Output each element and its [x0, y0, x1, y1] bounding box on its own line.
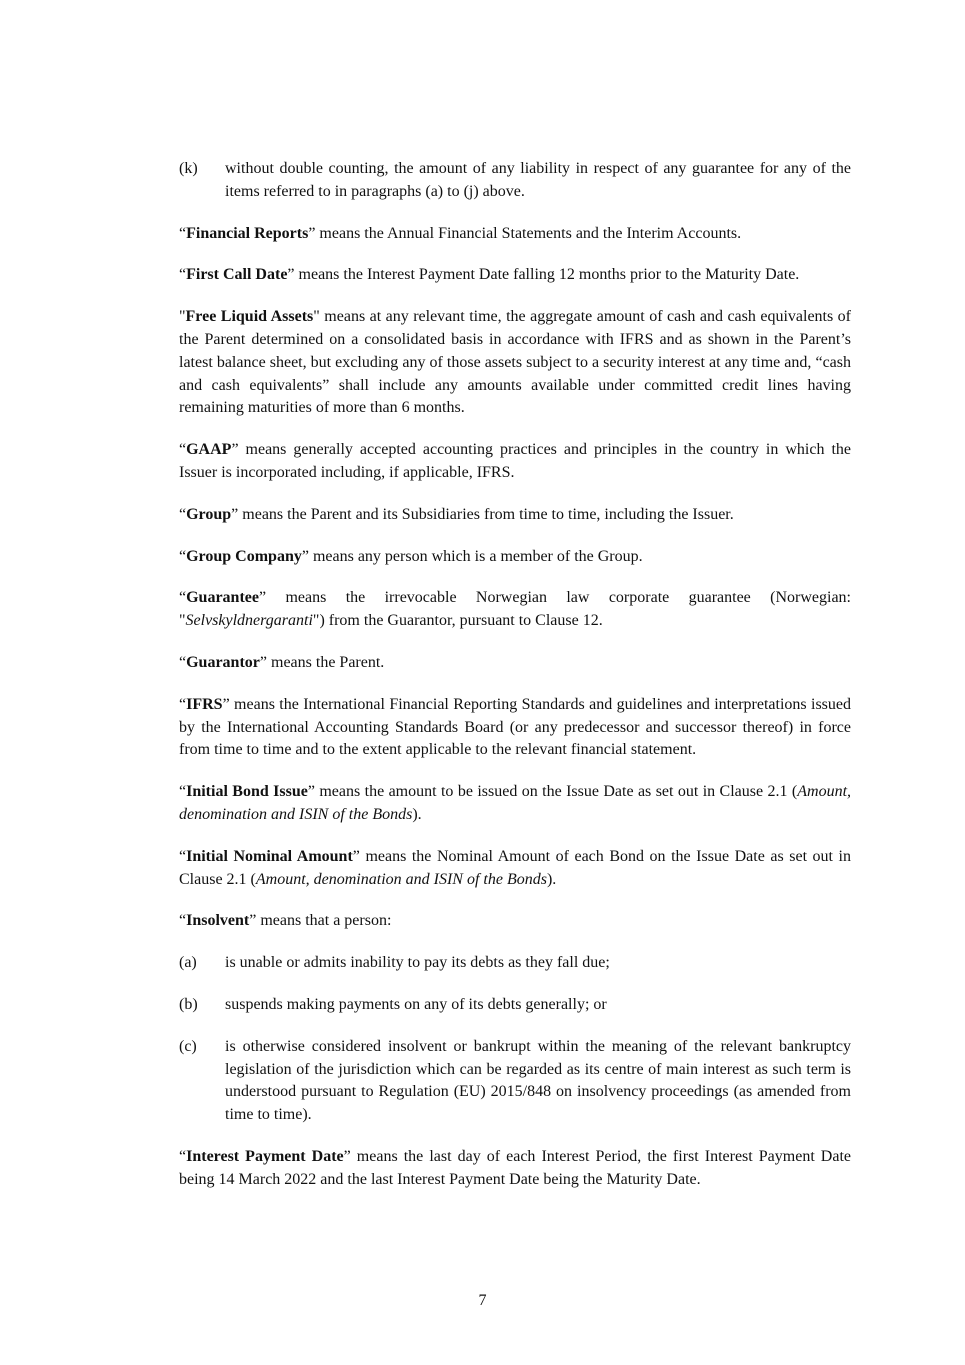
defined-term: Group	[186, 505, 232, 523]
list-item-label: (a)	[179, 954, 197, 972]
list-item-label: (c)	[179, 1037, 197, 1055]
list-item-text: is otherwise considered insolvent or bankrupt within the meaning of the relevant bankruptcy legislation of the jurisdiction which can be regarded as its centre of main interest as such term is understood pursuant to Regulation (EU) 2015/848 on insolvency proceedings (as amended from time to time).	[225, 1037, 851, 1124]
defined-term: Guarantor	[186, 653, 260, 671]
definition-initial-nominal-amount: “Initial Nominal Amount” means the Nominal Amount of each Bond on the Issue Date as set out in Clause 2.1 (Amount, denomination and ISIN of the Bonds).	[179, 847, 851, 888]
list-item-b	[179, 994, 851, 1017]
defined-term: Interest Payment Date	[186, 1147, 344, 1165]
definition-financial-reports: “Financial Reports” means the Annual Financial Statements and the Interim Accounts.	[179, 224, 742, 242]
definition-gaap: “GAAP” means generally accepted accounting practices and principles in the country in which the Issuer is incorporated including, if applicable, IFRS.	[179, 441, 851, 481]
page-number: 7	[478, 1292, 487, 1309]
defined-term: Insolvent	[186, 912, 250, 930]
italic-reference: Amount, denomination and ISIN of the Bonds	[255, 870, 547, 888]
definition-first-call-date: “First Call Date” means the Interest Payment Date falling 12 months prior to the Maturity Date.	[179, 266, 800, 284]
defined-term: IFRS	[186, 695, 223, 713]
defined-term: Initial Bond Issue	[186, 783, 308, 801]
list-item-text: is unable or admits inability to pay its debts as they fall due;	[225, 954, 610, 972]
list-item-text: without double counting, the amount of any liability in respect of any guarantee for any of the items referred to in paragraphs (a) to (j) above.	[225, 160, 851, 200]
defined-term: GAAP	[186, 441, 232, 459]
definition-ifrs: “IFRS” means the International Financial Reporting Standards and guidelines and interpretations issued by the International Accounting Standards Board (or any predecessor and successor thereof) in force from time to time and to the extent applicable to the relevant financial statement.	[179, 695, 851, 759]
definition-group-company: “Group Company” means any person which is a member of the Group.	[179, 547, 643, 565]
defined-term: Group Company	[186, 547, 302, 565]
definition-insolvent: “Insolvent” means that a person:	[179, 912, 392, 930]
defined-term: Guarantee	[186, 589, 259, 607]
italic-reference: Amount, denomination and ISIN of the Bonds	[179, 783, 852, 823]
definition-guarantee: “Guarantee” means the irrevocable Norwegian law corporate guarantee (Norwegian: "Selvskyldnergaranti") from the Guarantor, pursuant to Clause 12.	[179, 589, 851, 630]
definition-guarantor: “Guarantor” means the Parent.	[179, 653, 385, 671]
list-item-label: (b)	[179, 995, 198, 1013]
italic-term: Selvskyldnergaranti	[185, 612, 313, 630]
list-item-c	[179, 1036, 851, 1127]
definition-interest-payment-date: “Interest Payment Date” means the last day of each Interest Period, the first Interest Payment Date being 14 March 2022 and the last Interest Payment Date being the Maturity Date.	[179, 1147, 852, 1188]
list-item-label: (k)	[179, 160, 198, 177]
defined-term: Initial Nominal Amount	[186, 847, 353, 865]
definition-group: “Group” means the Parent and its Subsidiaries from time to time, including the Issuer.	[179, 505, 734, 523]
list-item-k	[179, 158, 851, 204]
list-item-a	[179, 952, 851, 975]
defined-term: First Call Date	[186, 266, 288, 284]
list-item-text: suspends making payments on any of its debts generally; or	[225, 995, 607, 1013]
definition-free-liquid-assets: "Free Liquid Assets" means at any relevant time, the aggregate amount of cash and cash equivalents of the Parent determined on a consolidated basis in accordance with IFRS and as shown in the Parent’s latest balance sheet, but excluding any of those assets subject to a security interest at any time and, “cash and cash equivalents” shall include any amounts available under committed credit lines having remaining maturities of more than 6 months.	[179, 308, 852, 417]
page-content	[179, 158, 851, 1211]
defined-term: Free Liquid Assets	[185, 308, 314, 326]
defined-term: Financial Reports	[186, 224, 309, 242]
definition-initial-bond-issue: “Initial Bond Issue” means the amount to be issued on the Issue Date as set out in Clause 2.1 (Amount, denomination and ISIN of the Bonds).	[179, 783, 852, 823]
